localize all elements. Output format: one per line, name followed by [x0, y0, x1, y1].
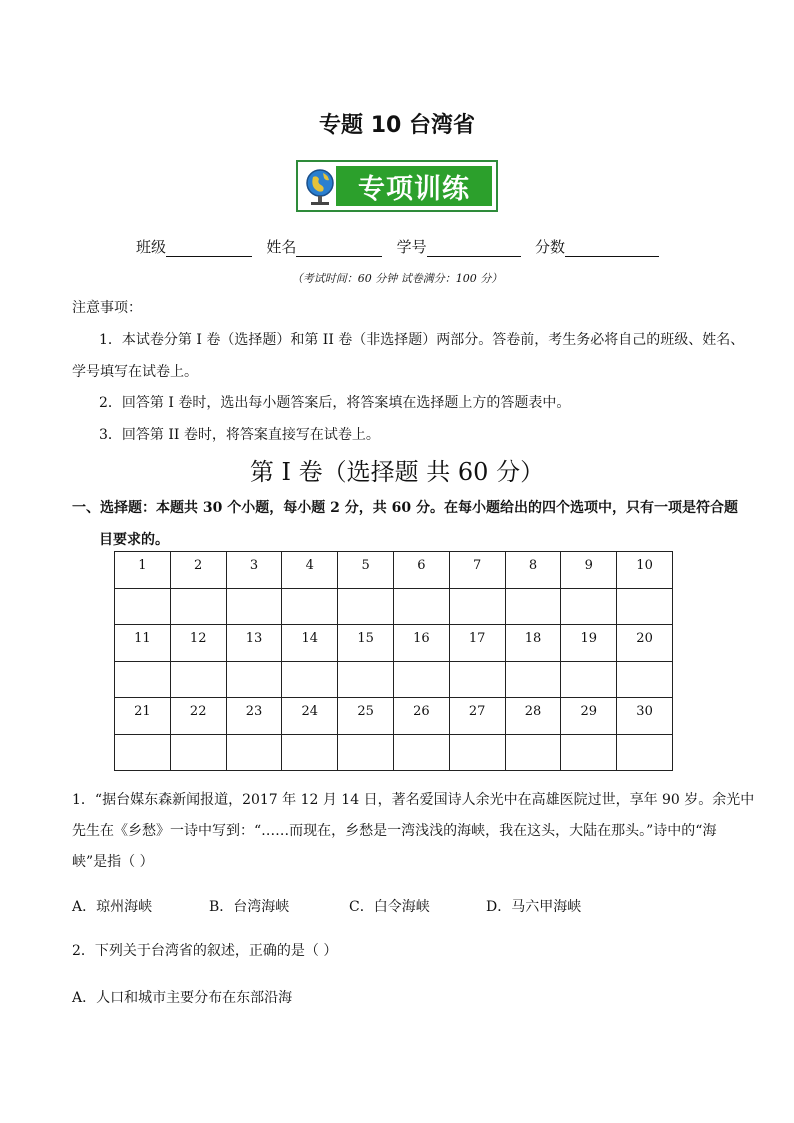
question-number: 18: [505, 625, 561, 662]
question-number: 15: [338, 625, 394, 662]
page-title: 专题 10 台湾省: [319, 113, 475, 138]
note-item-3: 3．回答第 II 卷时，将答案直接写在试卷上。: [99, 427, 380, 443]
answer-cell[interactable]: [338, 734, 394, 771]
question-number: 13: [226, 625, 282, 662]
answer-cell[interactable]: [617, 588, 673, 625]
student-id-blank[interactable]: [427, 240, 521, 257]
badge-label: 专项训练: [336, 166, 492, 206]
question-1-line-1: 1．“据台媒东森新闻报道，2017 年 12 月 14 日，著名爱国诗人余光中在高雄医院过世，享年 90 岁。余光中: [72, 792, 755, 808]
notes-heading: 注意事项：: [72, 300, 142, 316]
answer-cell[interactable]: [170, 661, 226, 698]
answer-cell[interactable]: [561, 734, 617, 771]
answer-cell[interactable]: [170, 734, 226, 771]
question-number: 20: [617, 625, 673, 662]
answer-cell[interactable]: [505, 588, 561, 625]
answer-cell[interactable]: [617, 734, 673, 771]
question-number: 11: [115, 625, 171, 662]
question-number: 28: [505, 698, 561, 735]
score-blank[interactable]: [565, 240, 659, 257]
question-number: 21: [115, 698, 171, 735]
question-number: 22: [170, 698, 226, 735]
answer-cell[interactable]: [449, 588, 505, 625]
name-blank[interactable]: [296, 240, 382, 257]
student-id-label: 学号: [396, 238, 427, 256]
instructions-line-1: 一、选择题：本题共 30 个小题，每小题 2 分，共 60 分。在每小题给出的四个选项中，只有一项是符合题: [72, 500, 738, 516]
question-number: 3: [226, 552, 282, 589]
question-number: 17: [449, 625, 505, 662]
question-2-option-a[interactable]: A．人口和城市主要分布在东部沿海: [72, 990, 293, 1006]
answer-cell[interactable]: [561, 661, 617, 698]
answer-grid-header-row: [115, 552, 673, 589]
answer-cell[interactable]: [505, 734, 561, 771]
question-number: 19: [561, 625, 617, 662]
answer-cell[interactable]: [282, 734, 338, 771]
note-item-1-line-2: 学号填写在试卷上。: [72, 364, 198, 380]
question-2-stem: 2．下列关于台湾省的叙述，正确的是（ ）: [72, 943, 338, 959]
section-title: 第 I 卷（选择题 共 60 分）: [249, 458, 545, 486]
answer-cell[interactable]: [226, 588, 282, 625]
question-number: 5: [338, 552, 394, 589]
answer-cell[interactable]: [505, 661, 561, 698]
question-number: 16: [393, 625, 449, 662]
question-number: 25: [338, 698, 394, 735]
instructions-line-2: 目要求的。: [99, 532, 169, 548]
answer-cell[interactable]: [115, 734, 171, 771]
question-1-option-a[interactable]: A．琼州海峡: [72, 899, 153, 915]
question-1-option-d[interactable]: D．马六甲海峡: [486, 899, 582, 915]
question-1-line-3: 峡”是指（ ）: [72, 854, 154, 870]
answer-cell[interactable]: [226, 734, 282, 771]
answer-grid-answer-row: [115, 588, 673, 625]
question-1-option-c[interactable]: C．白令海峡: [349, 899, 430, 915]
score-label: 分数: [534, 238, 565, 256]
question-number: 10: [617, 552, 673, 589]
answer-grid-answer-row: [115, 734, 673, 771]
question-number: 2: [170, 552, 226, 589]
globe-icon: [303, 167, 337, 207]
question-number: 30: [617, 698, 673, 735]
answer-cell[interactable]: [115, 661, 171, 698]
question-number: 12: [170, 625, 226, 662]
note-item-2: 2．回答第 I 卷时，选出每小题答案后，将答案填在选择题上方的答题表中。: [99, 395, 571, 411]
answer-grid-answer-row: [115, 661, 673, 698]
exam-info: （考试时间：60 分钟 试卷满分：100 分）: [291, 272, 503, 285]
question-number: 26: [393, 698, 449, 735]
student-info-fields: [136, 236, 659, 257]
answer-cell[interactable]: [338, 661, 394, 698]
question-1-option-b[interactable]: B．台湾海峡: [209, 899, 290, 915]
answer-grid: [114, 551, 673, 771]
question-1-line-2: 先生在《乡愁》一诗中写到：“……而现在，乡愁是一湾浅浅的海峡，我在这头，大陆在那头。”诗中的“海: [72, 823, 717, 839]
question-number: 9: [561, 552, 617, 589]
answer-cell[interactable]: [561, 588, 617, 625]
class-blank[interactable]: [166, 240, 252, 257]
answer-cell[interactable]: [115, 588, 171, 625]
question-number: 4: [282, 552, 338, 589]
answer-cell[interactable]: [338, 588, 394, 625]
answer-cell[interactable]: [449, 734, 505, 771]
question-number: 7: [449, 552, 505, 589]
answer-cell[interactable]: [617, 661, 673, 698]
question-number: 8: [505, 552, 561, 589]
question-number: 24: [282, 698, 338, 735]
question-number: 6: [393, 552, 449, 589]
answer-cell[interactable]: [282, 661, 338, 698]
name-label: 姓名: [266, 238, 297, 256]
question-number: 14: [282, 625, 338, 662]
question-number: 27: [449, 698, 505, 735]
note-item-1-line-1: 1．本试卷分第 I 卷（选择题）和第 II 卷（非选择题）两部分。答卷前，考生务必将自己的班级、姓名、: [99, 332, 745, 348]
answer-grid-header-row: [115, 698, 673, 735]
badge: [296, 160, 498, 212]
question-number: 1: [115, 552, 171, 589]
answer-cell[interactable]: [282, 588, 338, 625]
answer-grid-header-row: [115, 625, 673, 662]
answer-cell[interactable]: [170, 588, 226, 625]
answer-cell[interactable]: [449, 661, 505, 698]
question-number: 29: [561, 698, 617, 735]
answer-cell[interactable]: [393, 734, 449, 771]
answer-cell[interactable]: [393, 661, 449, 698]
answer-cell[interactable]: [393, 588, 449, 625]
question-number: 23: [226, 698, 282, 735]
class-label: 班级: [136, 238, 167, 256]
answer-cell[interactable]: [226, 661, 282, 698]
